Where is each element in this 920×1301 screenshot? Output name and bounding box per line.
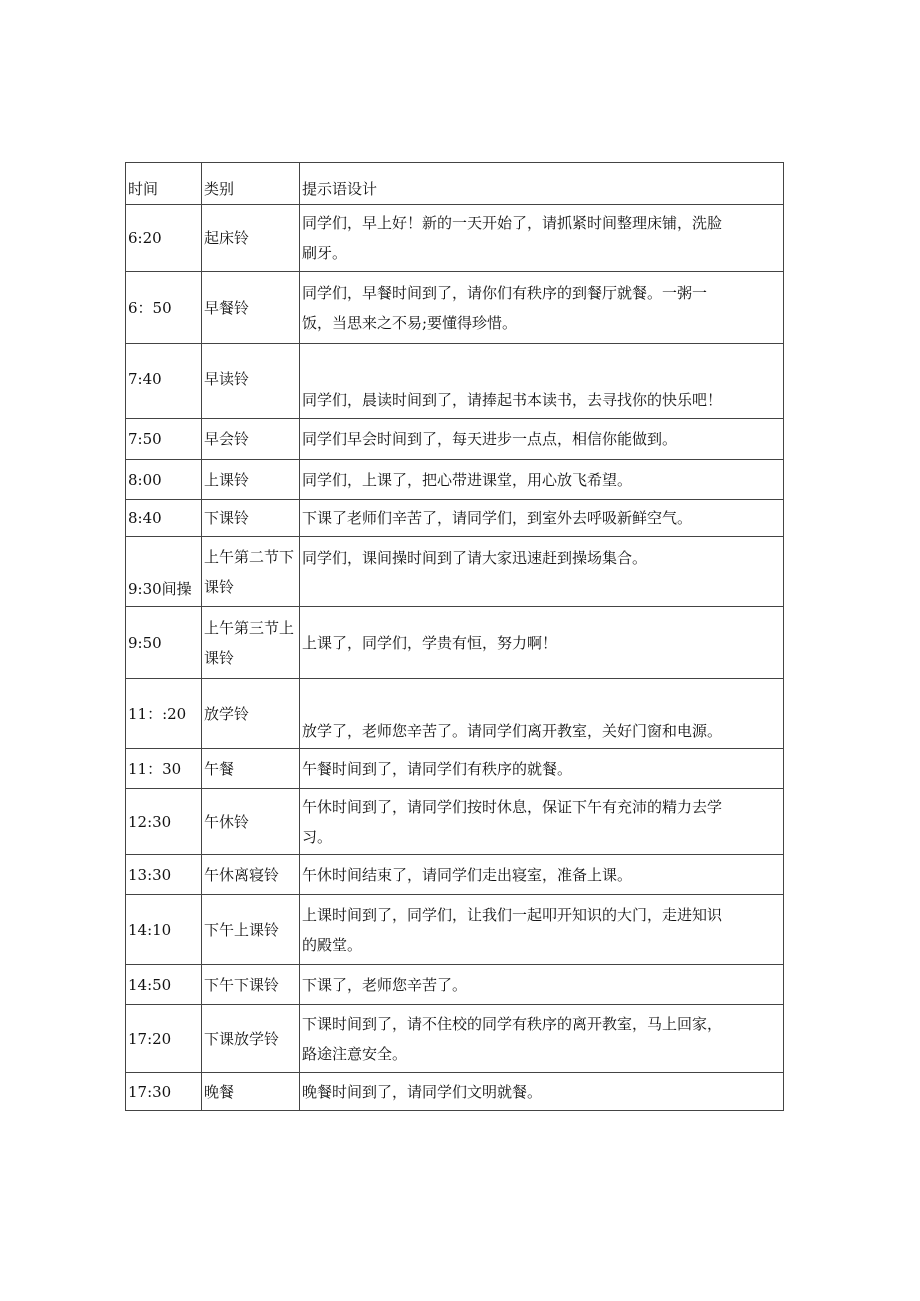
cell-time: 11：30 (126, 749, 202, 789)
message-line: 晚餐时间到了，请同学们文明就餐。 (302, 1082, 543, 1101)
cell-message (300, 607, 784, 679)
cell-type: 放学铃 (202, 679, 300, 749)
table-row (126, 1073, 784, 1111)
message-line: 同学们，早上好！新的一天开始了，请抓紧时间整理床铺，洗脸 (302, 214, 723, 232)
cell-message (300, 749, 784, 789)
cell-message (300, 965, 784, 1005)
cell-message (300, 537, 784, 607)
message-line: 上课时间到了，同学们，让我们一起叩开知识的大门，走进知识 (302, 905, 723, 924)
cell-time: 14:50 (126, 965, 202, 1005)
cell-time: 9:30间操 (126, 537, 202, 607)
cell-type: 下午上课铃 (202, 895, 300, 965)
cell-time: 13:30 (126, 855, 202, 895)
message-line: 放学了，老师您辛苦了。请同学们离开教室，关好门窗和电源。 (302, 722, 723, 740)
cell-type: 早读铃 (202, 344, 300, 419)
table-header-row (126, 163, 784, 205)
header-message: 提示语设计 (300, 163, 784, 205)
message-line: 的殿堂。 (302, 935, 363, 954)
cell-message (300, 419, 784, 460)
message-line: 午休时间到了，请同学们按时休息，保证下午有充沛的精力去学 (302, 797, 723, 816)
cell-type: 上课铃 (202, 460, 300, 500)
cell-type: 午休离寝铃 (202, 855, 300, 895)
cell-time: 7:50 (126, 419, 202, 460)
table-row (126, 679, 784, 749)
message-line: 同学们早会时间到了，每天进步一点点，相信你能做到。 (302, 430, 678, 448)
message-line: 同学们，上课了，把心带进课堂，用心放飞希望。 (302, 470, 633, 489)
message-line: 习。 (302, 827, 333, 846)
cell-message (300, 1073, 784, 1111)
cell-type: 下课铃 (202, 500, 300, 537)
bell-schedule-table (125, 162, 784, 1111)
cell-message (300, 205, 784, 272)
header-time: 时间 (126, 163, 202, 205)
message-line: 午休时间结束了，请同学们走出寝室，准备上课。 (302, 865, 633, 884)
message-line: 同学们，晨读时间到了，请捧起书本读书，去寻找你的快乐吧！ (302, 391, 723, 409)
cell-message (300, 1005, 784, 1073)
message-line: 上课了，同学们，学贵有恒，努力啊！ (302, 633, 558, 652)
message-line: 下课时间到了，请不住校的同学有秩序的离开教室，马上回家， (302, 1014, 723, 1033)
table-row (126, 749, 784, 789)
table-row (126, 205, 784, 272)
cell-type: 午餐 (202, 749, 300, 789)
cell-time: 9:50 (126, 607, 202, 679)
cell-message (300, 895, 784, 965)
cell-type: 起床铃 (202, 205, 300, 272)
cell-time: 11：:20 (126, 679, 202, 749)
table-row (126, 460, 784, 500)
cell-time: 7:40 (126, 344, 202, 419)
table-row (126, 607, 784, 679)
header-type: 类别 (202, 163, 300, 205)
message-line: 午餐时间到了，请同学们有秩序的就餐。 (302, 759, 573, 778)
cell-type: 早会铃 (202, 419, 300, 460)
cell-message (300, 460, 784, 500)
cell-message (300, 344, 784, 419)
cell-time: 14:10 (126, 895, 202, 965)
message-line: 下课了，老师您辛苦了。 (302, 975, 468, 994)
message-line: 同学们，课间操时间到了请大家迅速赶到操场集合。 (302, 549, 648, 567)
cell-type: 早餐铃 (202, 272, 300, 344)
cell-time: 6:20 (126, 205, 202, 272)
cell-type: 下课放学铃 (202, 1005, 300, 1073)
table-row (126, 789, 784, 855)
table-row (126, 272, 784, 344)
cell-message (300, 679, 784, 749)
cell-type: 午休铃 (202, 789, 300, 855)
table-row (126, 1005, 784, 1073)
cell-message (300, 855, 784, 895)
table-row (126, 344, 784, 419)
cell-time: 12:30 (126, 789, 202, 855)
table-row (126, 500, 784, 537)
message-line: 刷牙。 (302, 244, 348, 262)
table-row (126, 895, 784, 965)
table-row (126, 419, 784, 460)
cell-time: 17:30 (126, 1073, 202, 1111)
table-row (126, 537, 784, 607)
cell-time: 6：50 (126, 272, 202, 344)
cell-message (300, 789, 784, 855)
cell-type: 上午第二节下课铃 (202, 537, 300, 607)
table-row (126, 855, 784, 895)
table-body (126, 163, 784, 1111)
message-line: 下课了老师们辛苦了，请同学们，到室外去呼吸新鲜空气。 (302, 509, 693, 527)
message-line: 路途注意安全。 (302, 1044, 408, 1063)
cell-time: 8:00 (126, 460, 202, 500)
cell-type: 下午下课铃 (202, 965, 300, 1005)
cell-type: 晚餐 (202, 1073, 300, 1111)
cell-message (300, 500, 784, 537)
cell-type: 上午第三节上课铃 (202, 607, 300, 679)
cell-message (300, 272, 784, 344)
message-line: 同学们，早餐时间到了，请你们有秩序的到餐厅就餐。一粥一 (302, 283, 708, 302)
cell-time: 8:40 (126, 500, 202, 537)
message-line: 饭，当思来之不易;要懂得珍惜。 (302, 313, 518, 332)
table-row (126, 965, 784, 1005)
cell-time: 17:20 (126, 1005, 202, 1073)
